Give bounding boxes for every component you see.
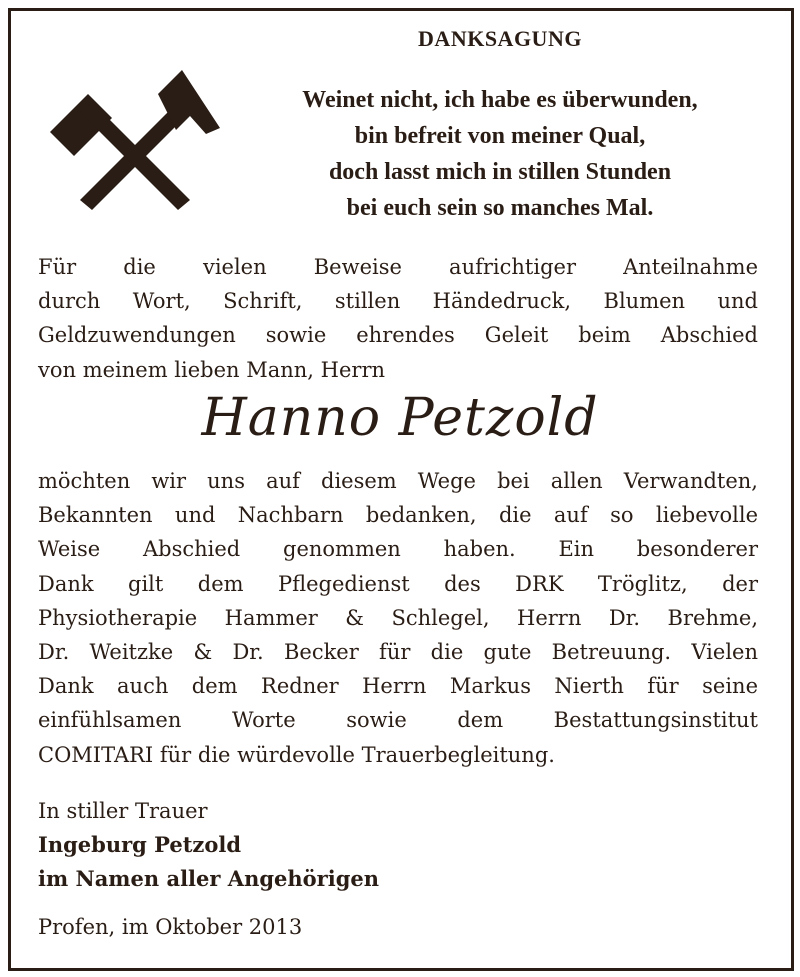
notice-title: DANKSAGUNG — [418, 26, 582, 51]
thanks-paragraph-main — [38, 464, 758, 772]
signature-block — [38, 794, 379, 897]
poem-line: doch lasst mich in stillen Stunden — [328, 159, 672, 185]
on-behalf-line: im Namen aller Angehörigen — [38, 866, 380, 892]
place-and-date: Profen, im Oktober 2013 — [38, 915, 303, 939]
thanks-paragraph-intro — [38, 250, 758, 387]
poem-line: Weinet nicht, ich habe es überwunden, — [302, 87, 698, 113]
text-line: Für die vielen Beweise aufrichtiger Anteilnahme — [38, 255, 758, 279]
text-line: COMITARI für die würdevolle Trauerbegleitung. — [38, 742, 555, 767]
closing-phrase: In stiller Trauer — [38, 799, 208, 823]
text-line: durch Wort, Schrift, stillen Händedruck, Blumen und — [38, 289, 758, 314]
poem — [230, 82, 770, 226]
text-line: Dank gilt dem Pflegedienst des DRK Tröglitz, der — [38, 571, 758, 596]
text-line: von meinem lieben Mann, Herrn — [38, 357, 386, 382]
text-line: Physiotherapie Hammer & Schlegel, Herrn Dr. Brehme, — [38, 605, 758, 630]
text-line: Bekannten und Nachbarn bedanken, die auf so liebevolle — [38, 503, 758, 528]
signatory-name: Ingeburg Petzold — [38, 832, 242, 858]
hammer-and-pick-icon — [40, 50, 230, 210]
text-line: einfühlsamen Worte sowie dem Bestattungsinstitut — [38, 708, 758, 733]
text-line: Dr. Weitzke & Dr. Becker für die gute Betreuung. Vielen — [38, 639, 758, 664]
text-line: Dank auch dem Redner Herrn Markus Nierth für seine — [38, 674, 758, 699]
poem-line: bin befreit von meiner Qual, — [354, 123, 646, 149]
text-line: Geldzuwendungen sowie ehrendes Geleit beim Abschied — [38, 323, 758, 348]
deceased-name: Hanno Petzold — [201, 388, 599, 448]
text-line: möchten wir uns auf diesem Wege bei allen Verwandten, — [38, 469, 758, 493]
text-line: Weise Abschied genommen haben. Ein besonderer — [38, 537, 758, 562]
poem-line: bei euch sein so manches Mal. — [346, 195, 654, 221]
